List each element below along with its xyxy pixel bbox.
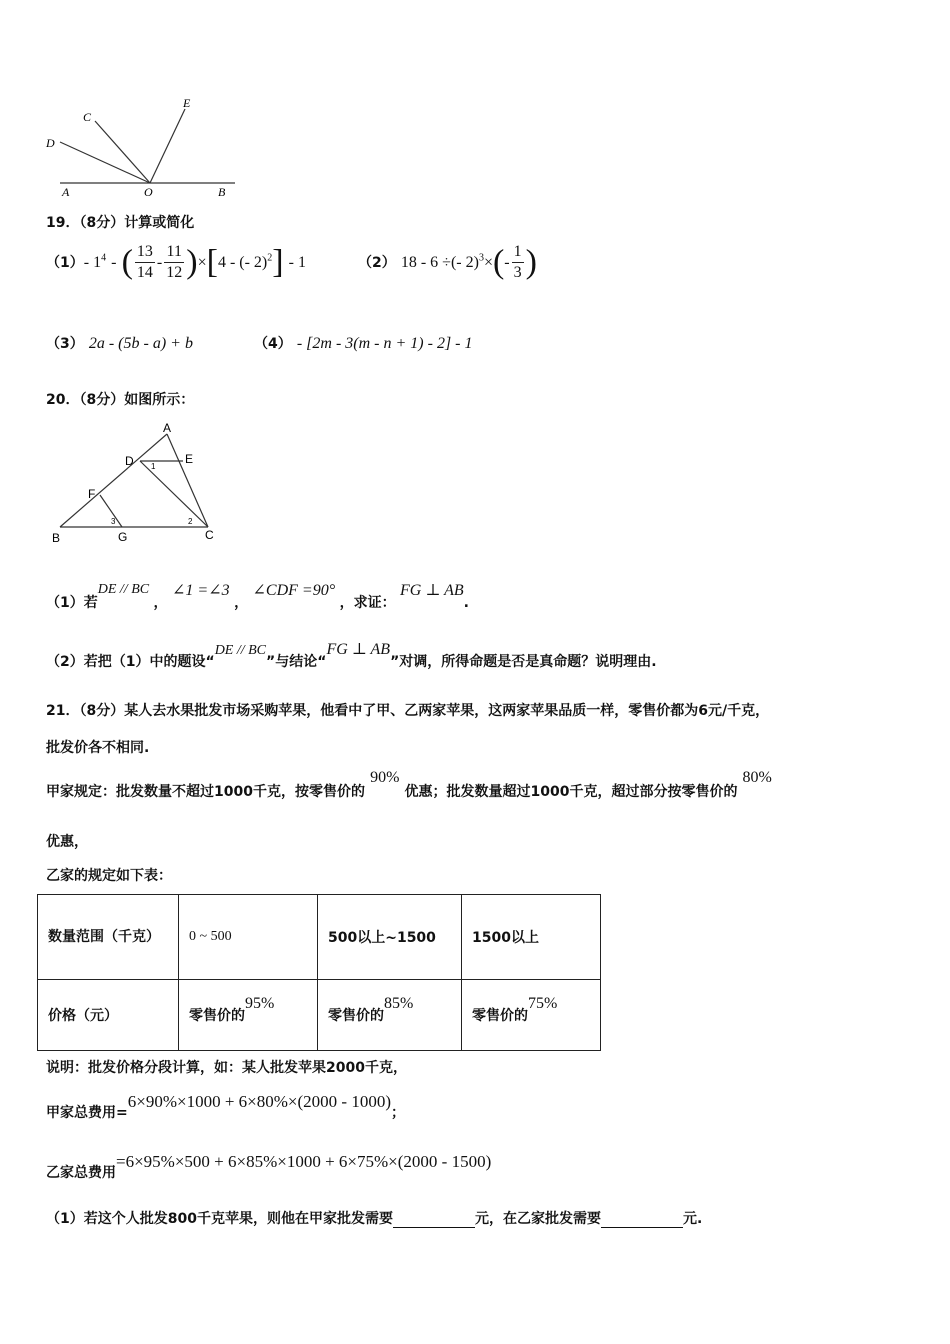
label-d: D: [46, 136, 55, 150]
q19-p1-b: -: [111, 254, 117, 271]
table-header-price: 价格（元）: [38, 980, 179, 1051]
q21-yi-total-expr: =6×95%×500 + 6×85%×1000 + 6×75%×(2000 - 1500): [116, 1152, 492, 1171]
q20-p1-cond1: DE // BC: [97, 582, 150, 597]
q19-p1-frac2: $\frac{11}{12}$: [166, 243, 183, 281]
label-a: A: [163, 421, 172, 435]
q20-p2-a: （2）若把（1）中的题设“: [46, 654, 215, 670]
q19-heading: 19．（8分）计算或简化: [46, 215, 195, 231]
q19-part1: （1）- $1^4$ - ( $\frac{13}{14}$ - $\frac{11}{12}$ )×[4 - (- 2)$^2$] - 1: [46, 243, 306, 281]
label-a: A: [62, 185, 70, 199]
q19-p1-times: ×: [197, 254, 207, 271]
label-b: B: [218, 185, 226, 199]
side-ac: [167, 434, 208, 527]
q19-p4-expr: - [2m - 3(m - n + 1) - 2] - 1: [296, 335, 473, 352]
ray-oc: [95, 121, 150, 183]
q19-p2-exp: 3: [478, 252, 484, 264]
q21-q1-b: 元，在乙家批发需要: [474, 1211, 601, 1227]
q21-jia-rule: [46, 767, 772, 800]
q21-note: 说明：批发价格分段计算，如：某人批发苹果2000千克，: [46, 1060, 407, 1076]
label-f: F: [88, 487, 96, 501]
q21-jia-p2: 80%: [742, 769, 772, 786]
q19-p1-minus: -: [156, 254, 163, 271]
answer-blank-jia[interactable]: [393, 1213, 475, 1228]
q21-line2: 批发价各不相同.: [46, 740, 150, 756]
q19-p1-a: - 1: [83, 254, 102, 271]
q20-p1-cond3: ∠CDF =90°: [252, 582, 336, 599]
ray-oe: [150, 109, 185, 183]
q19-p2-a: 18 - 6 ÷(- 2): [400, 254, 479, 271]
q20-part2: [46, 641, 657, 670]
q21-jia-total: [46, 1092, 405, 1121]
q20-p1-end: .: [463, 595, 469, 611]
q20-p1-a: （1）若: [46, 595, 98, 611]
q21-yi-total-label: 乙家总费用: [46, 1165, 116, 1181]
q21-line1: 21．（8分）某人去水果批发市场采购苹果，他看中了甲、乙两家苹果，这两家苹果品质一样，零售价都为6元/千克，: [46, 703, 770, 719]
q19-p1-e: - 1: [288, 254, 306, 271]
yi-price-table: [37, 894, 601, 1051]
table-header-range: 数量范围（千克）: [38, 895, 179, 980]
label-o: O: [144, 185, 153, 199]
q20-p1-cond2: ∠1 =∠3: [172, 582, 230, 599]
q21-jia-p1: 90%: [370, 769, 400, 786]
angle-figure: [40, 95, 240, 200]
label-e: E: [183, 96, 191, 110]
table-row: [38, 980, 601, 1051]
label-g: G: [118, 530, 128, 544]
q20-p1-conclusion: FG ⊥ AB: [400, 582, 464, 599]
q20-part1: [46, 582, 469, 611]
q20-p1-s2: ，: [234, 595, 249, 611]
q20-p2-cond: DE // BC: [214, 643, 267, 658]
q19-p2-label: （2）: [358, 255, 396, 271]
q21-yi-intro: 乙家的规定如下表：: [46, 868, 172, 884]
q19-p2-frac: $\frac{1}{3}$: [513, 243, 522, 281]
table-cell-range-3: 1500以上: [462, 895, 601, 980]
q21-jia-total-end: ；: [390, 1105, 405, 1121]
table-row: [38, 895, 601, 980]
q21-q1-a: （1）若这个人批发800千克苹果，则他在甲家批发需要: [46, 1211, 393, 1227]
q19-p3-expr: 2a - (5b - a) + b: [88, 335, 193, 352]
q19-p1-label: （1）: [46, 255, 84, 271]
triangle-figure: [45, 420, 230, 548]
q19-part2: （2） 18 - 6 ÷(- 2)$^3$×(- $\frac{1}{3}$ ): [358, 243, 537, 281]
q20-p2-conclusion: FG ⊥ AB: [326, 641, 391, 658]
q20-p1-s3: ，求证：: [339, 595, 396, 611]
label-b: B: [52, 531, 61, 545]
table-cell-price-3: 零售价的75%: [462, 980, 601, 1051]
label-c: C: [205, 528, 214, 542]
q19-p4-label: （4）: [254, 336, 292, 352]
q20-p1-s1: ，: [153, 595, 168, 611]
q21-jia-total-label: 甲家总费用=: [46, 1105, 128, 1121]
table-cell-range-1: 0 ~ 500: [179, 895, 318, 980]
q20-heading: 20．（8分）如图所示：: [46, 392, 195, 408]
side-ba: [60, 434, 167, 527]
q19-part3: [46, 333, 193, 353]
q21-jia-b: 优惠；批发数量超过1000千克，超过部分按零售价的: [404, 784, 738, 800]
angle-3-label: 3: [111, 517, 116, 526]
q19-p1-exp2: 2: [267, 252, 273, 264]
q21-q1-c: 元.: [682, 1211, 703, 1227]
angle-2-label: 2: [188, 517, 193, 526]
q20-p2-c: ”对调，所得命题是否是真命题？说明理由.: [390, 654, 657, 670]
q20-p2-b: ”与结论“: [266, 654, 327, 670]
ray-od: [60, 142, 150, 183]
table-cell-range-2: 500以上~1500: [318, 895, 462, 980]
label-c: C: [83, 110, 92, 124]
q19-p2-times: ×: [483, 254, 493, 271]
answer-blank-yi[interactable]: [601, 1213, 683, 1228]
q19-part4: [254, 333, 473, 353]
q19-p2-minus: -: [504, 254, 510, 271]
q19-p3-label: （3）: [46, 336, 84, 352]
q21-jia-total-expr: 6×90%×1000 + 6×80%×(2000 - 1000): [127, 1092, 391, 1111]
q19-p1-d: 4 - (- 2): [217, 254, 268, 271]
angle-1-label: 1: [151, 462, 156, 471]
label-d: D: [125, 454, 134, 468]
q19-p1-frac1: $\frac{13}{14}$: [136, 243, 153, 281]
q21-jia-c: 优惠，: [46, 834, 88, 850]
table-cell-price-1: 零售价的95%: [179, 980, 318, 1051]
q21-yi-total: [46, 1152, 492, 1181]
q21-question1: [46, 1208, 702, 1228]
label-e: E: [185, 452, 194, 466]
q19-p1-exp: 4: [101, 252, 107, 264]
q21-jia-a: 甲家规定：批发数量不超过1000千克，按零售价的: [46, 784, 365, 800]
table-cell-price-2: 零售价的85%: [318, 980, 462, 1051]
